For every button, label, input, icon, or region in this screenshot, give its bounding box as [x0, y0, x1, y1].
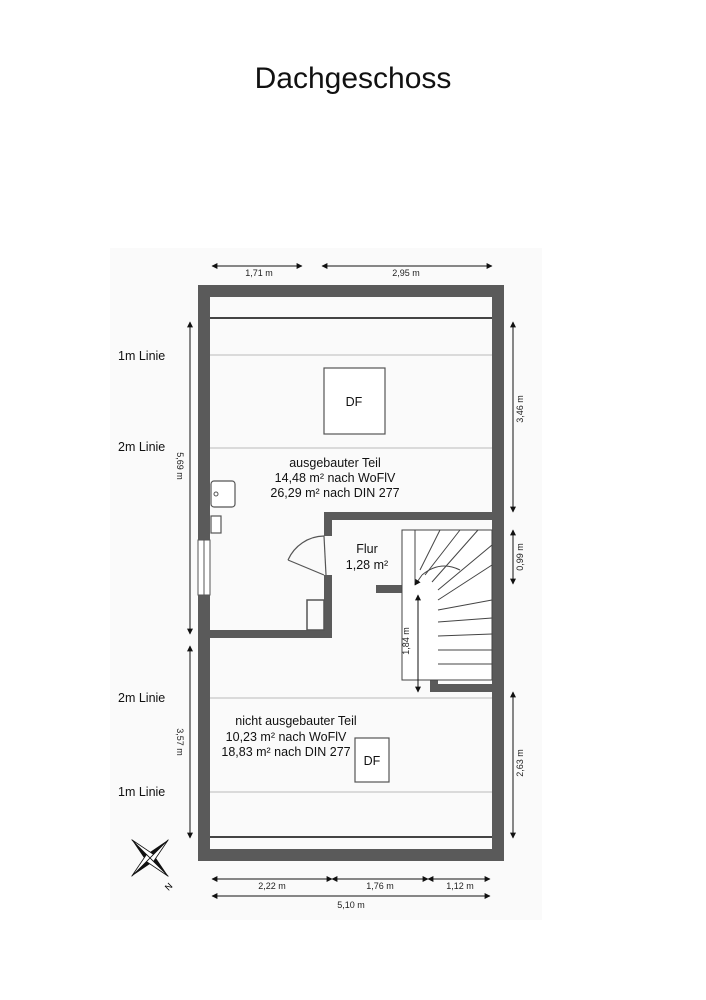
- height-line-upper-2m: 2m Linie: [118, 440, 166, 454]
- room-label-lower: [221, 714, 356, 759]
- page-title: Dachgeschoss: [254, 62, 452, 95]
- dim-bottom-total: 5,10 m: [337, 900, 365, 910]
- dim-top-right: 2,95 m: [392, 268, 420, 278]
- dim-bottom-1: 2,22 m: [258, 881, 286, 891]
- dim-left-upper: 5,69 m: [175, 452, 185, 480]
- dim-stair: 1,84 m: [401, 627, 411, 655]
- roof-window-lower: [355, 738, 389, 782]
- df-lower-label: DF: [363, 754, 381, 768]
- compass-label: N: [162, 880, 175, 893]
- dim-right-upper: 3,46 m: [515, 395, 525, 423]
- height-line-lower-1m: 1m Linie: [118, 785, 166, 799]
- room-lower-name: nicht ausgebauter Teil: [235, 714, 357, 728]
- roof-window-upper: [324, 368, 385, 434]
- room-flur-area: 1,28 m²: [345, 558, 389, 572]
- room-upper-wofiv: 14,48 m² nach WoFlV: [274, 471, 396, 485]
- room-upper-name: ausgebauter Teil: [289, 456, 381, 470]
- room-lower-wofiv: 10,23 m² nach WoFlV: [225, 730, 347, 744]
- height-line-upper-1m: 1m Linie: [118, 349, 166, 363]
- height-line-lower-2m: 2m Linie: [118, 691, 166, 705]
- room-lower-din: 18,83 m² nach DIN 277: [221, 745, 351, 759]
- left-window: [198, 540, 210, 595]
- dim-left-lower: 3,57 m: [175, 728, 185, 756]
- dim-right-mid: 0,99 m: [515, 543, 525, 571]
- df-upper-label: DF: [345, 395, 363, 409]
- room-label-upper: [270, 456, 399, 500]
- staircase: [402, 530, 492, 680]
- dim-right-lower: 2,63 m: [515, 749, 525, 777]
- dim-bottom-2: 1,76 m: [366, 881, 394, 891]
- dim-top-left: 1,71 m: [245, 268, 273, 278]
- room-flur-name: Flur: [356, 542, 378, 556]
- room-upper-din: 26,29 m² nach DIN 277: [270, 486, 400, 500]
- dim-bottom-3: 1,12 m: [446, 881, 474, 891]
